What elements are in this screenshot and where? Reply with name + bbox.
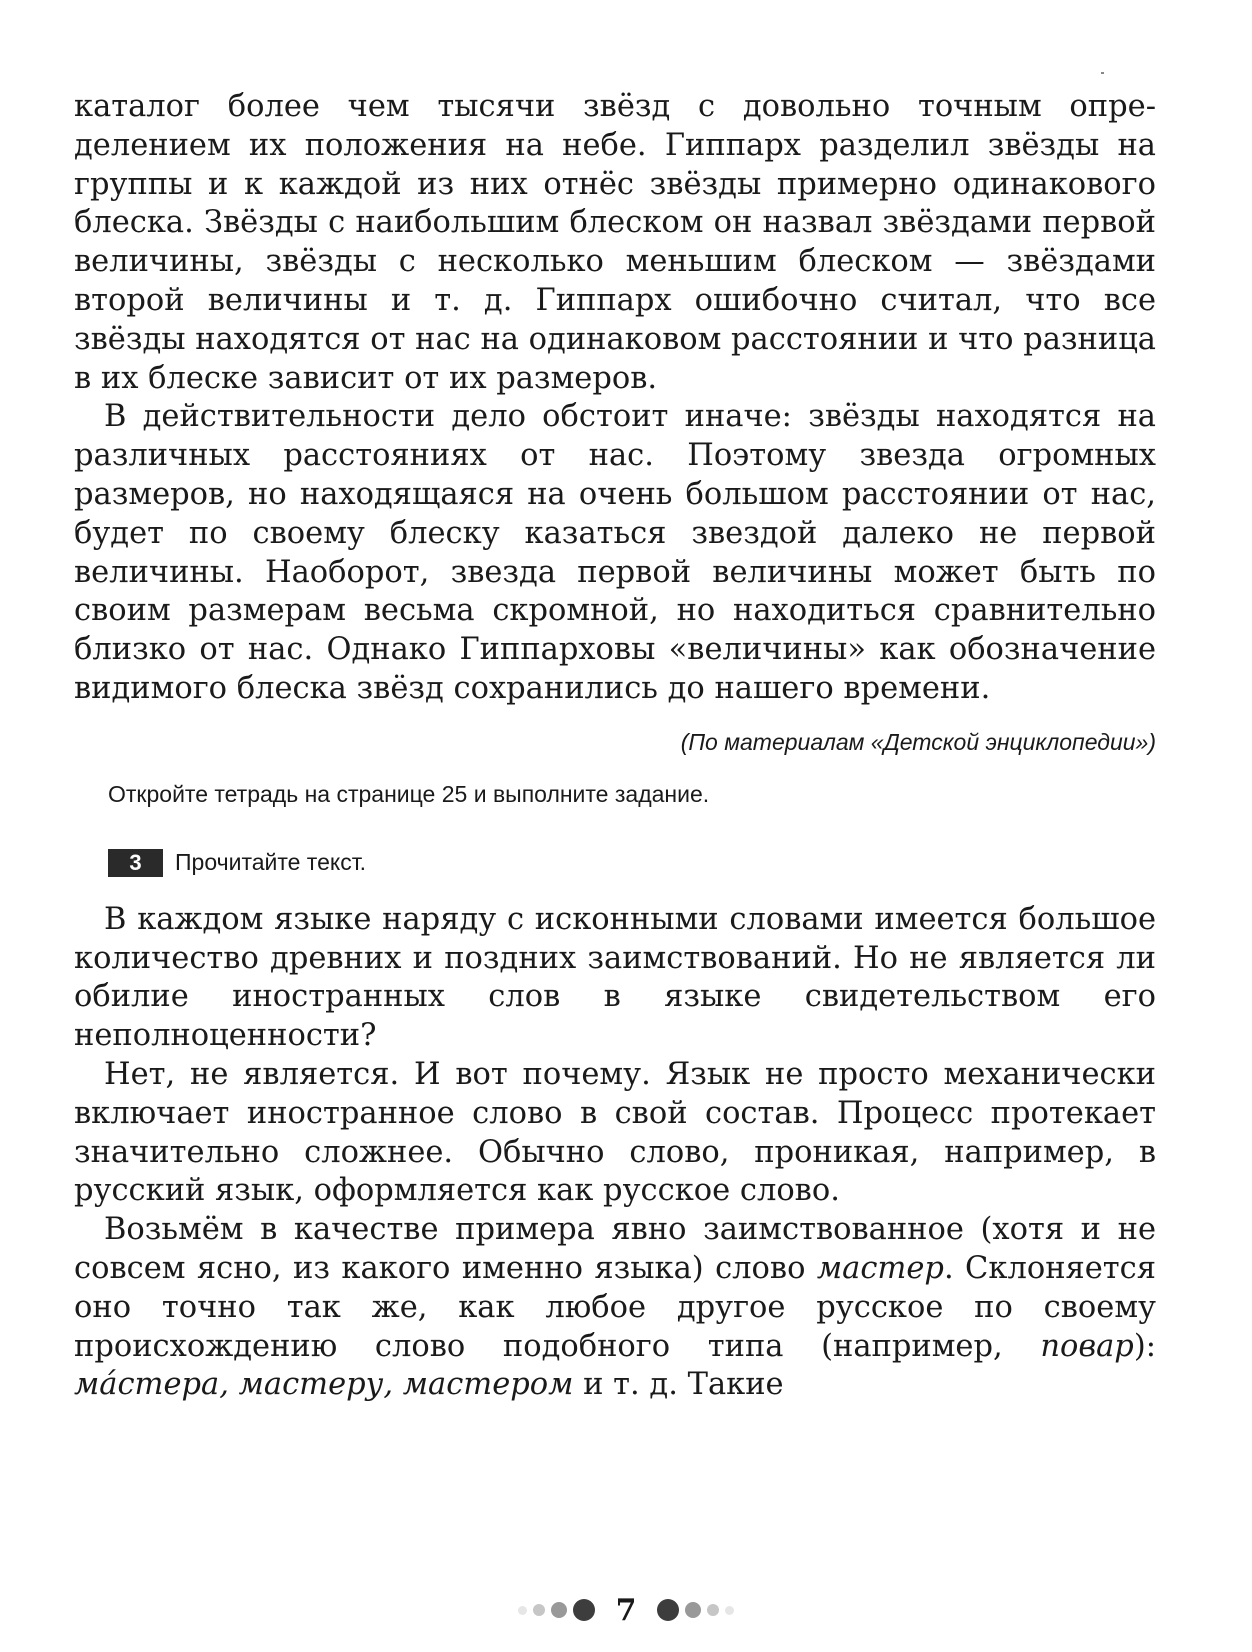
page-footer	[0, 1590, 1252, 1630]
decor-dot-icon	[685, 1602, 701, 1618]
decor-dot-icon	[657, 1599, 679, 1621]
task-header	[108, 849, 1156, 877]
page-content	[74, 88, 1156, 1405]
paragraph-not-deficient: Нет, не является. И вот почему. Язык не просто механически включает иностранное слово в свой состав. Процесс протекает значительно сложнее. Обычно слово, проникая, например, в русский язык, оформляется как русское слово.	[74, 1056, 1156, 1209]
decor-dot-icon	[533, 1604, 545, 1616]
paragraph-hipparchus-catalog: каталог более чем тысячи звёзд с довольно точным определением их положения на небе. Гиппарх разделил звёзды на группы и к каждой из них отнёс звёзды примерно одинакового блеска. Звёзды с наибольшим блеском он назвал звёздами первой величины, звёзды с несколько меньшим блеском — звёздами второй величины и т. д. Гиппарх ошибочно считал, что все звёзды находятся от нас на одинаковом расстоянии и что разница в их блеске зависит от их размеров.	[74, 89, 1156, 396]
example-word-forms: ма́стера, мастеру, мастером	[74, 1367, 574, 1403]
decor-dot-icon	[725, 1606, 734, 1615]
example-word: мастер	[816, 1250, 944, 1286]
paragraph-borrowings: В каждом языке наряду с исконными словами имеется большое количество древних и поздних заимствований. Но не является ли обилие иностранных слов в языке свидетельством его неполноценности?	[74, 901, 1156, 1054]
source-citation: (По материалам «Детской энциклопедии»)	[680, 728, 1156, 755]
workbook-instruction: Откройте тетрадь на странице 25 и выполните задание.	[108, 780, 710, 807]
page-number: 7	[615, 1592, 637, 1628]
decor-dot-icon	[573, 1599, 595, 1621]
paragraph-reality: В действительности дело обстоит иначе: звёзды находятся на различных расстояниях от нас. Поэтому звезда огромных размеров, но находящаяся на очень большом расстоянии от нас, будет по своему блеску казаться звездой далеко не первой величины. Наоборот, звезда первой величины может быть по своим размерам весьма скромной, но находиться сравнительно близко от нас. Однако Гиппарховы «величины» как обозначение видимого блеска звёзд сохранились до нашего времени.	[74, 399, 1156, 706]
example-word: повар	[1040, 1328, 1134, 1364]
scan-speck	[1101, 72, 1104, 74]
task-instruction: Прочитайте текст.	[175, 849, 367, 876]
decor-dot-icon	[551, 1602, 567, 1618]
decor-dot-icon	[707, 1604, 719, 1616]
paragraph-master-example: Возьмём в качестве примера явно заимствованное (хотя и не совсем ясно, из какого именно языка) слово мастер. Склоняется оно точно так же, как любое другое русское по своему происхождению слово подобного типа (например, повар): ма́стера, мастеру, мастером и т. д. Такие	[74, 1212, 1157, 1403]
task-number-badge: 3	[108, 849, 163, 877]
decor-dot-icon	[518, 1606, 527, 1615]
